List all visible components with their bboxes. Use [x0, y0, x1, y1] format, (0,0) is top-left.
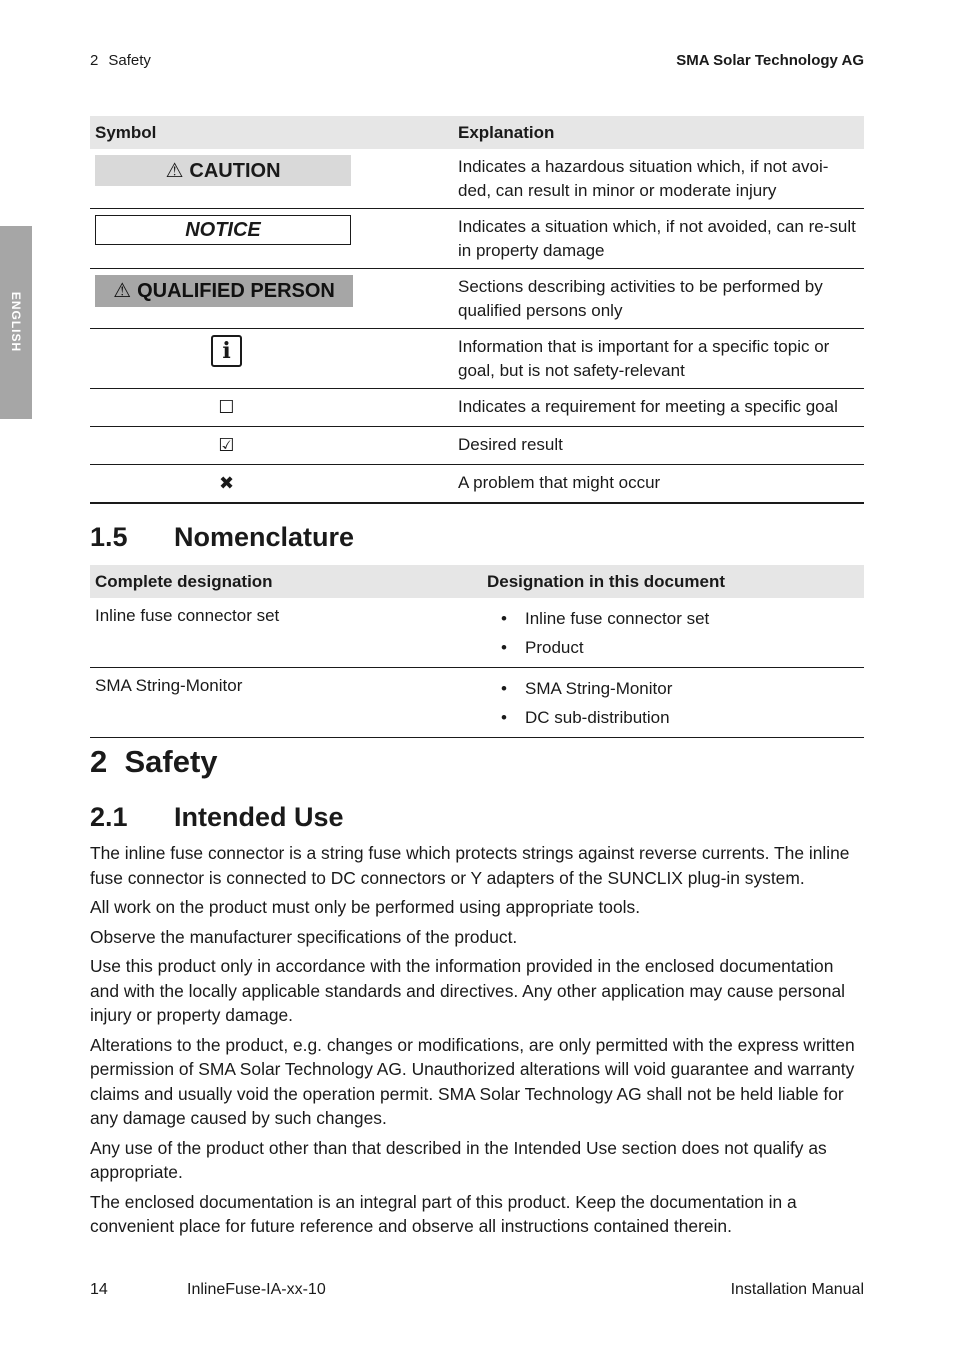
col-explanation: Explanation: [453, 116, 864, 149]
document-type: Installation Manual: [730, 1281, 864, 1298]
section-number: 2.1: [90, 802, 128, 832]
running-header-company: SMA Solar Technology AG: [676, 52, 864, 69]
notice-text: NOTICE: [185, 219, 261, 241]
language-side-tab: [0, 226, 32, 419]
list-item: • Product: [487, 633, 859, 662]
nomenclature-heading: [90, 522, 354, 553]
cross-icon: ✖: [218, 473, 235, 493]
paragraph: The enclosed documentation is an integral part of this product. Keep the documentation in a convenient place for future reference and observe all instructions contained therein.: [90, 1191, 797, 1236]
designation-list: [487, 674, 859, 732]
document-code: InlineFuse-IA-xx-10: [187, 1281, 326, 1298]
header-section-number: 2: [90, 52, 99, 69]
list-item: • DC sub-distribution: [487, 703, 859, 732]
paragraph: Any use of the product other than that described in the Intended Use section does not qualify as appropriate.: [90, 1137, 827, 1182]
warning-triangle-icon: ⚠: [113, 280, 132, 302]
chapter-number: 2: [90, 744, 108, 779]
nomenclature-table: [90, 565, 864, 738]
caution-text: CAUTION: [189, 159, 281, 182]
table-row: [90, 389, 864, 427]
qualified-person-label: [95, 275, 353, 307]
symbol-table: [90, 116, 864, 504]
header-section-title: Safety: [108, 52, 151, 69]
notice-label: [95, 215, 351, 245]
table-row: [90, 598, 864, 668]
intended-use-heading: [90, 802, 344, 833]
paragraph: All work on the product must only be performed using appropriate tools.: [90, 897, 641, 917]
section-number: 1.5: [90, 522, 128, 552]
symbol-table-header: [90, 116, 864, 149]
explanation-cell: Sections describing activities to be performed by qualified persons only: [453, 269, 864, 329]
list-item: • Inline fuse connector set: [487, 604, 859, 633]
explanation-cell: Desired result: [453, 427, 864, 465]
page-number: 14: [90, 1281, 108, 1298]
list-item: • SMA String-Monitor: [487, 674, 859, 703]
table-row: [90, 269, 864, 329]
chapter-heading: [90, 744, 218, 780]
caution-label: [95, 155, 351, 186]
col-symbol: Symbol: [90, 116, 453, 149]
language-label: ENGLISH: [9, 291, 23, 353]
paragraph: The inline fuse connector is a string fuse which protects strings against reverse currents. The inline fuse connector is connected to DC connectors or Y adapters of the SUNCLIX plug-in system.: [90, 843, 850, 888]
complete-designation-cell: SMA String-Monitor: [90, 668, 482, 738]
paragraph: Observe the manufacturer specifications of the product.: [90, 926, 518, 947]
designation-list: [487, 604, 859, 662]
explanation-cell: Indicates a situation which, if not avoided, can re-sult in property damage: [453, 209, 864, 269]
explanation-cell: A problem that might occur: [453, 465, 864, 503]
running-header-section: [90, 52, 151, 69]
paragraph: Use this product only in accordance with the information provided in the enclosed documentation and with the locally applicable standards and directives. Any other application may cause personal injury or property damage.: [90, 956, 846, 1025]
checkbox-checked-icon: ☑: [218, 435, 235, 455]
warning-triangle-icon: ⚠: [165, 159, 184, 182]
table-row: [90, 427, 864, 465]
chapter-title: Safety: [124, 744, 218, 779]
col-document-designation: Designation in this document: [482, 565, 864, 598]
intended-use-body: [90, 841, 864, 1244]
checkbox-empty-icon: ☐: [218, 397, 235, 417]
table-row: [90, 668, 864, 738]
section-title: Intended Use: [174, 802, 344, 832]
table-row: [90, 209, 864, 269]
section-title: Nomenclature: [174, 522, 355, 552]
table-row: [90, 329, 864, 389]
info-icon: i: [211, 335, 242, 367]
explanation-cell: Indicates a hazardous situation which, if not avoi-ded, can result in minor or moderate injury: [453, 149, 864, 209]
explanation-cell: Indicates a requirement for meeting a specific goal: [453, 389, 864, 427]
complete-designation-cell: Inline fuse connector set: [90, 598, 482, 668]
qualified-person-text: QUALIFIED PERSON: [137, 280, 335, 302]
explanation-cell: Information that is important for a specific topic or goal, but is not safety-relevant: [453, 329, 864, 389]
table-row: [90, 149, 864, 209]
col-complete-designation: Complete designation: [90, 565, 482, 598]
nomenclature-table-header: [90, 565, 864, 598]
paragraph: Alterations to the product, e.g. changes or modifications, are only permitted with the express written permission of SMA Solar Technology AG. Unauthorized alterations will void guarantee and warranty claims and usually void the operation permit. SMA Solar Technology AG shall not be held liable for any damage caused by such changes.: [90, 1034, 855, 1128]
table-row: [90, 465, 864, 503]
